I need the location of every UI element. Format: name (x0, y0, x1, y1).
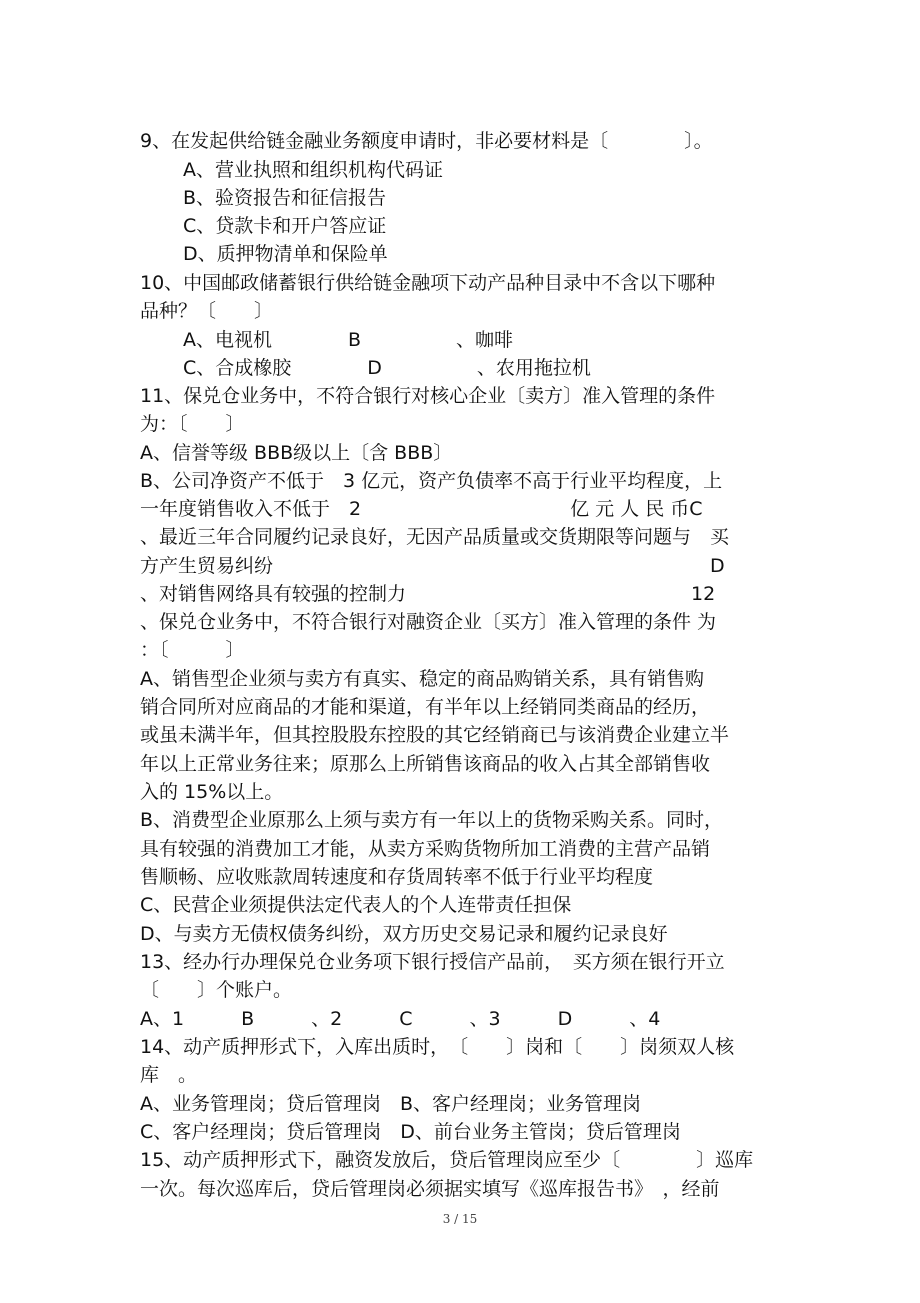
text-line: D、与卖方无债权债务纠纷，双方历史交易记录和履约记录良好 (140, 923, 668, 945)
text-line: 库 。 (140, 1064, 198, 1086)
text-line: 销合同所对应商品的才能和渠道，有半年以上经销同类商品的经历， (140, 696, 711, 718)
text-line: B、公司净资产不低于 3 亿元，资产负债率不高于行业平均程度，上 (140, 470, 723, 492)
text-line: 入的 15%以上。 (140, 781, 284, 803)
text-line: 品种？〔 〕 (140, 300, 274, 322)
text-line: A、电视机 B 、咖啡 (183, 329, 514, 351)
text-line: B、验资报告和征信报告 (183, 187, 387, 209)
text-line: 13、经办行办理保兑仓业务项下银行授信产品前， 买方须在银行开立 (140, 951, 725, 973)
text-line: 、保兑仓业务中，不符合银行对融资企业〔买方〕准入管理的条件 为 (140, 611, 717, 633)
text-line: 方产生贸易纠纷 D (140, 555, 725, 577)
text-line: C、贷款卡和开户答应证 (183, 215, 387, 237)
text-line: C、客户经理岗；贷后管理岗 D、前台业务主管岗；贷后管理岗 (140, 1121, 681, 1143)
text-line: A、信誉等级 BBB级以上〔含 BBB〕 (140, 442, 453, 464)
text-line: D、质押物清单和保险单 (183, 243, 388, 265)
text-line: 10、中国邮政储蓄银行供给链金融项下动产品种目录中不含以下哪种 (140, 272, 716, 294)
text-line: 一次。每次巡库后，贷后管理岗必须据实填写《巡库报告书》 ，经前 (140, 1178, 720, 1200)
text-line: 15、动产质押形式下，融资发放后，贷后管理岗应至少〔 〕巡库 (140, 1149, 754, 1171)
text-line: 11、保兑仓业务中，不符合银行对核心企业〔卖方〕准入管理的条件 (140, 385, 716, 407)
text-line: ：〔 〕 (140, 639, 245, 661)
text-line: 或虽未满半年，但其控股股东控股的其它经销商已与该消费企业建立半 (140, 724, 730, 746)
text-line: 具有较强的消费加工才能，从卖方采购货物所加工消费的主营产品销 (140, 838, 711, 860)
text-line: 〔 〕个账户。 (140, 979, 293, 1001)
text-line: 为：〔 〕 (140, 413, 245, 435)
text-line: 、最近三年合同履约记录良好，无因产品质量或交货期限等问题与 买 (140, 526, 730, 548)
text-line: A、1 B 、2 C 、3 D 、4 (140, 1008, 661, 1030)
text-line: A、业务管理岗；贷后管理岗 B、客户经理岗；业务管理岗 (140, 1093, 642, 1115)
text-line: C、合成橡胶 D 、农用拖拉机 (183, 357, 591, 379)
text-line: C、民营企业须提供法定代表人的个人连带责任担保 (140, 894, 572, 916)
text-line: 、对销售网络具有较强的控制力 12 (140, 583, 716, 605)
page-number: 3 / 15 (442, 1212, 478, 1226)
text-line: 9、在发起供给链金融业务额度申请时，非必要材料是〔 〕。 (140, 130, 713, 152)
text-line: 一年度销售收入不低于 2 亿 元 人 民 币C (140, 498, 703, 520)
text-line: 年以上正常业务往来；原那么上所销售该商品的收入占其全部销售收 (140, 753, 711, 775)
text-line: A、营业执照和组织机构代码证 (183, 159, 443, 181)
text-line: 14、动产质押形式下，入库出质时， 〔 〕岗和〔 〕岗须双人核 (140, 1036, 735, 1058)
text-line: B、消费型企业原那么上须与卖方有一年以上的货物采购关系。同时， (140, 809, 724, 831)
text-line: A、销售型企业须与卖方有真实、稳定的商品购销关系，具有销售购 (140, 668, 704, 690)
text-line: 售顺畅、应收账款周转速度和存货周转率不低于行业平均程度 (140, 866, 654, 888)
